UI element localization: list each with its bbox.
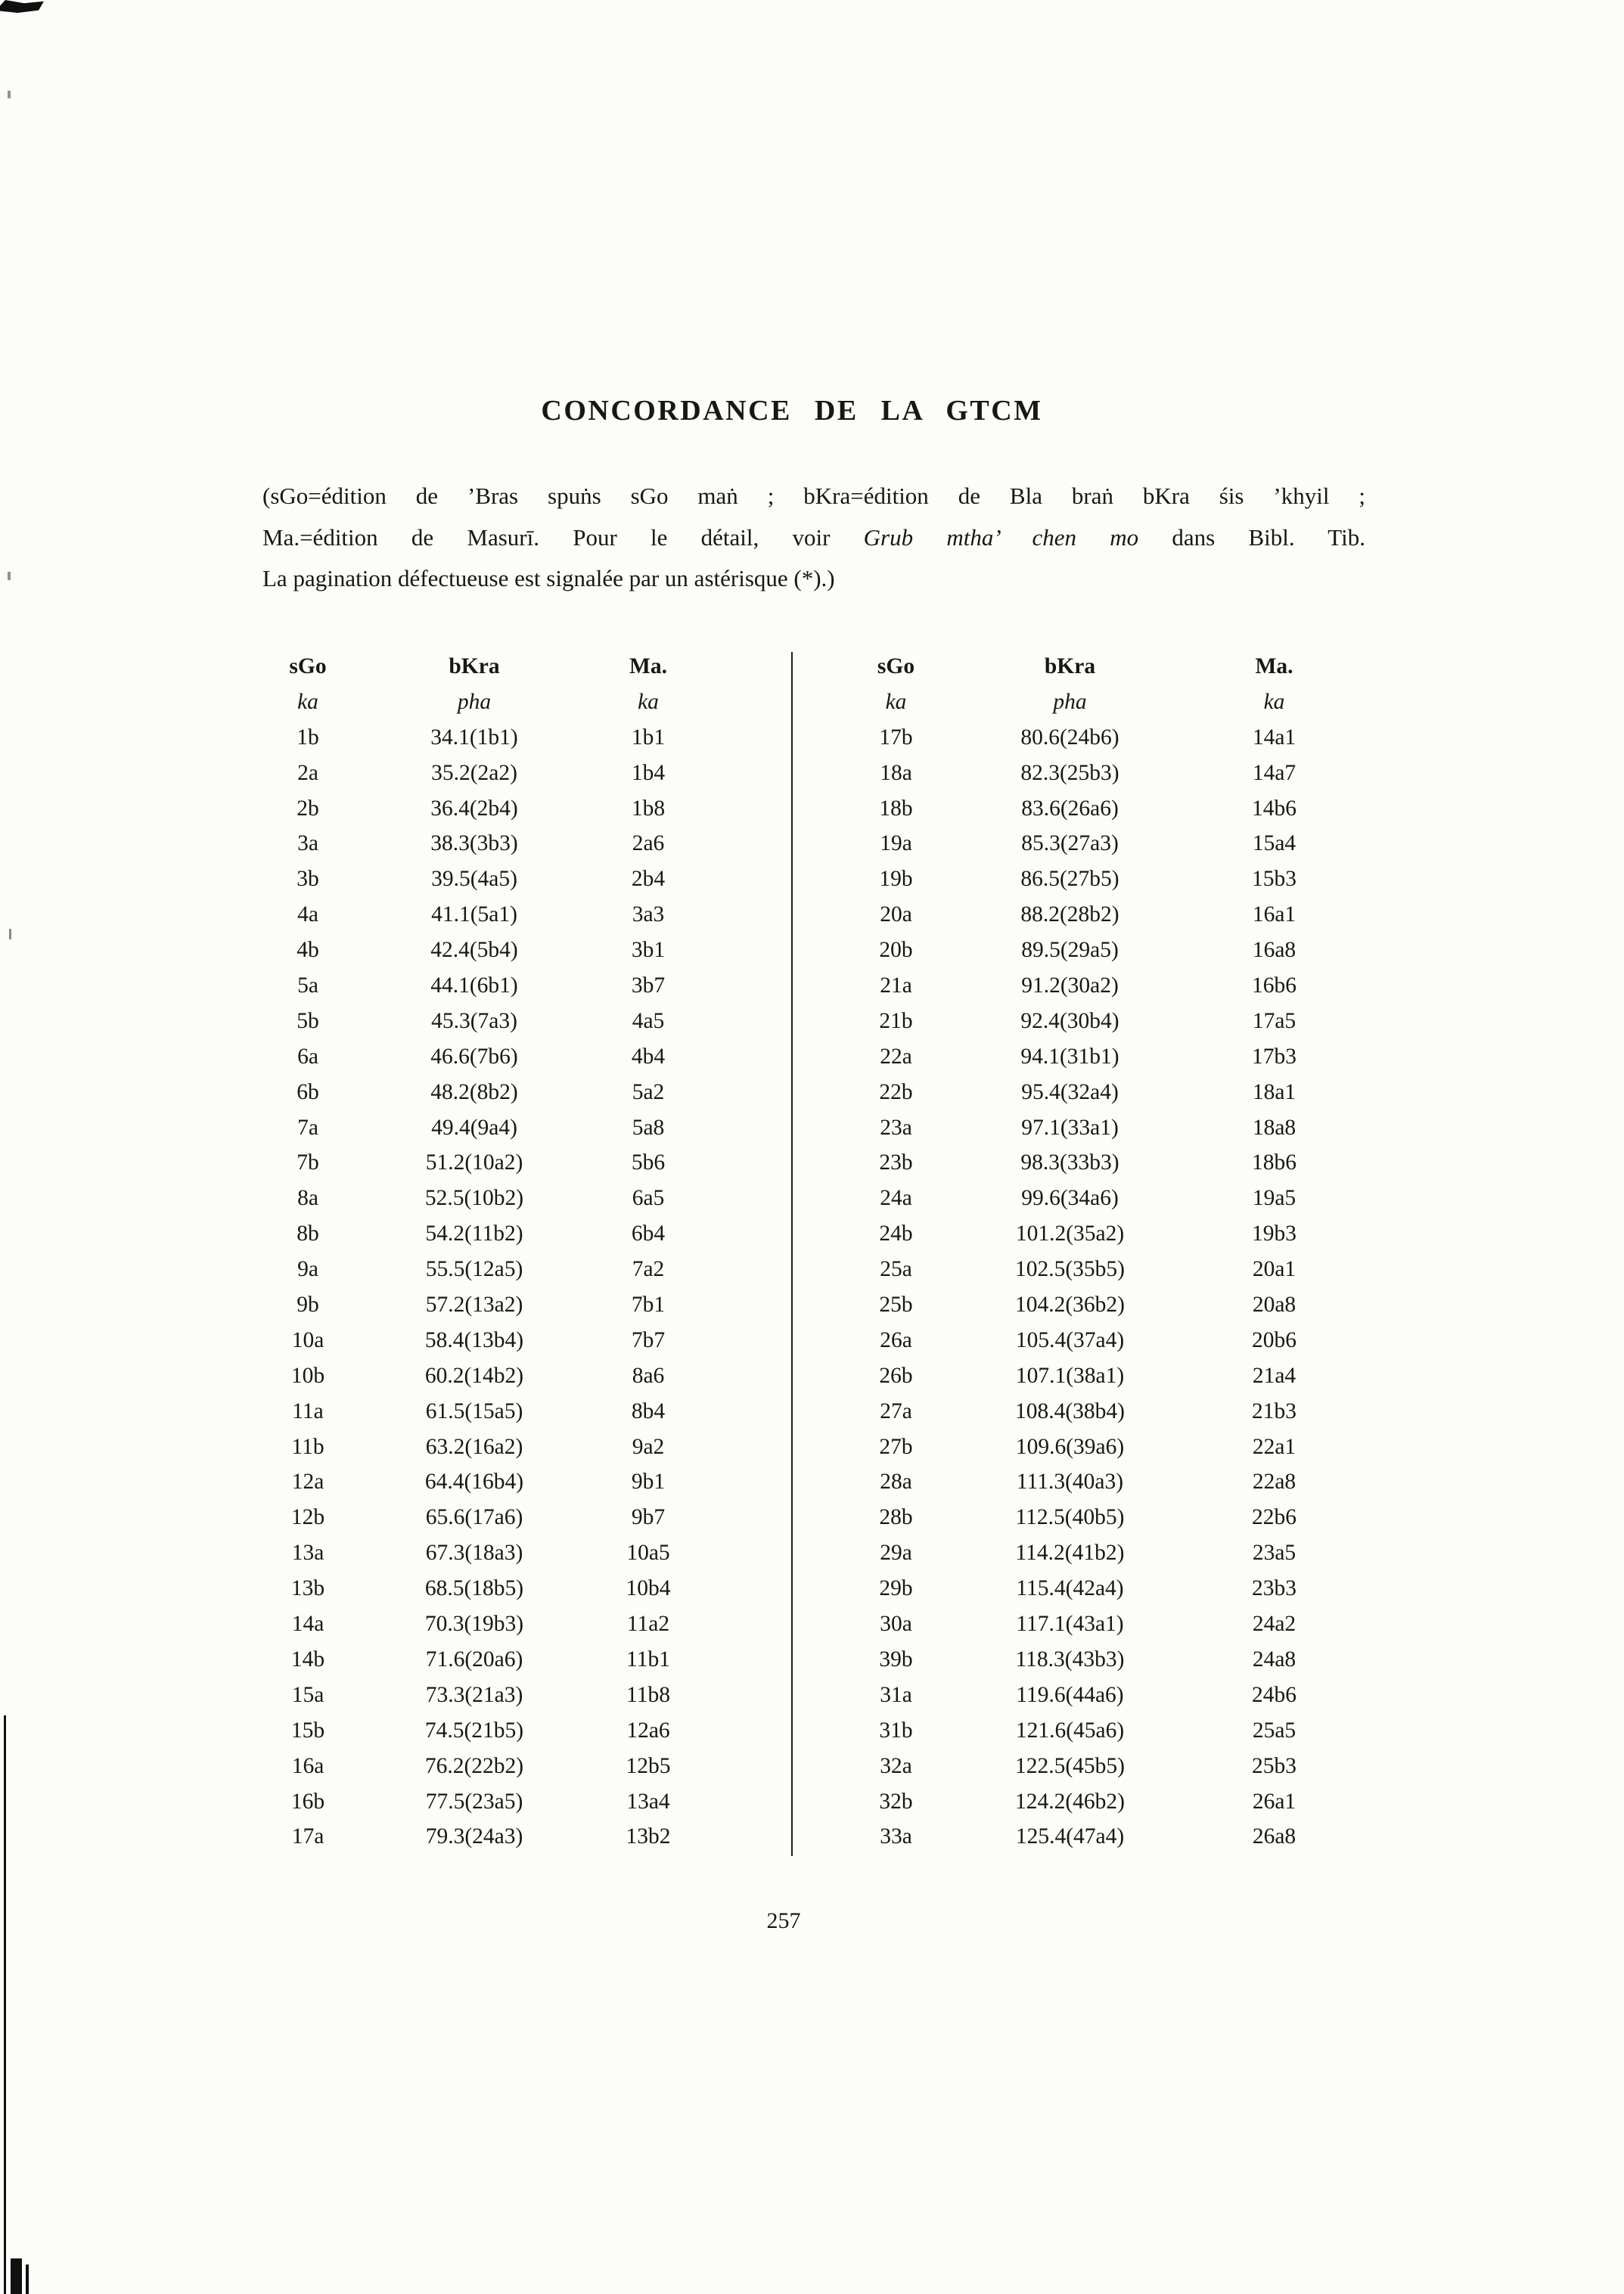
cell-sgo: 9a: [297, 1257, 318, 1282]
cell-sgo: 1b: [297, 725, 319, 750]
cell-sgo: 18a: [880, 760, 912, 785]
cell-sgo: 3b: [297, 867, 319, 892]
cell-ma: 4b4: [631, 1044, 666, 1069]
cell-sgo: 13b: [290, 1576, 325, 1601]
cell-bkra: 97.1(33a1): [1021, 1115, 1119, 1140]
cell-bkra: 107.1(38a1): [1015, 1363, 1125, 1388]
cell-sgo: 21a: [880, 973, 912, 998]
cell-sgo: 5b: [297, 1008, 319, 1033]
cell-sgo: 11a: [292, 1398, 324, 1423]
cell-bkra: 76.2(22b2): [424, 1753, 524, 1778]
cell-bkra: 122.5(45b5): [1014, 1753, 1126, 1778]
cell-ma: 3a3: [632, 902, 665, 927]
cell-bkra: 39.5(4a5): [431, 867, 517, 892]
cell-sgo: 22b: [879, 1079, 913, 1104]
cell-sgo: 11b: [291, 1434, 324, 1459]
cell-ma: 21b3: [1252, 1398, 1296, 1423]
cell-ma: 24b6: [1252, 1682, 1296, 1707]
cell-ma: 18b6: [1252, 1150, 1296, 1175]
cell-ma: 14a7: [1252, 760, 1296, 785]
cell-ma: 15b3: [1252, 867, 1296, 892]
cell-ma: 6a5: [632, 1186, 665, 1211]
cell-sgo: 39b: [879, 1647, 913, 1672]
cell-ma: 12a6: [626, 1718, 670, 1743]
cell-bkra: 121.6(45a6): [1015, 1718, 1125, 1743]
cell-bkra: 83.6(26a6): [1021, 796, 1119, 821]
cell-ma: 6b4: [631, 1222, 666, 1246]
page-number: 257: [766, 1908, 801, 1933]
cell-bkra: 105.4(37a4): [1015, 1327, 1125, 1352]
col-header-ma: Ma.: [629, 654, 667, 678]
cell-bkra: 58.4(13b4): [424, 1327, 524, 1352]
intro-line-2-post: dans Bibl. Tib.: [1138, 523, 1366, 551]
cell-bkra: 61.5(15a5): [425, 1398, 523, 1423]
cell-sgo: 6a: [297, 1044, 318, 1069]
cell-sgo: 5a: [297, 973, 318, 998]
cell-sgo: 7a: [297, 1115, 318, 1140]
cell-bkra: 73.3(21a3): [425, 1682, 523, 1707]
cell-ma: 20b6: [1252, 1327, 1296, 1352]
cell-ma: 16a8: [1252, 938, 1296, 963]
cell-sgo: 27b: [879, 1434, 913, 1459]
cell-sgo: 8a: [297, 1186, 318, 1211]
cell-ma: 16b6: [1252, 973, 1296, 998]
scan-artifact-speck: [9, 929, 11, 939]
cell-bkra: 65.6(17a6): [425, 1505, 523, 1530]
cell-sgo: 32b: [879, 1789, 913, 1814]
scan-artifact-left-line: [4, 1715, 6, 2294]
cell-bkra: 45.3(7a3): [431, 1008, 517, 1033]
cell-ma: 11b1: [626, 1647, 670, 1672]
cell-sgo: 7b: [297, 1150, 319, 1175]
cell-ma: 14a1: [1252, 725, 1296, 750]
cell-bkra: 114.2(41b2): [1015, 1541, 1125, 1566]
cell-ma: 5a8: [632, 1115, 665, 1140]
cell-sgo: 24a: [880, 1186, 912, 1211]
cell-bkra: 94.1(31b1): [1020, 1044, 1119, 1069]
cell-bkra: 38.3(3b3): [430, 831, 518, 856]
cell-ma: 12b5: [626, 1753, 671, 1778]
cell-ma: 8b4: [631, 1398, 666, 1423]
cell-bkra: 85.3(27a3): [1021, 831, 1119, 856]
cell-ma: 4a5: [632, 1008, 665, 1033]
cell-bkra: 55.5(12a5): [425, 1257, 523, 1282]
subheader-pha: pha: [1053, 689, 1087, 714]
cell-ma: 5a2: [632, 1079, 665, 1104]
cell-sgo: 19b: [879, 867, 913, 892]
cell-ma: 22a1: [1252, 1434, 1296, 1459]
cell-ma: 20a1: [1252, 1257, 1296, 1282]
cell-bkra: 99.6(34a6): [1021, 1186, 1119, 1211]
cell-ma: 7b1: [631, 1293, 666, 1318]
cell-bkra: 111.3(40a3): [1016, 1470, 1124, 1495]
cell-sgo: 29b: [879, 1576, 913, 1601]
cell-bkra: 108.4(38b4): [1014, 1398, 1126, 1423]
cell-bkra: 115.4(42a4): [1016, 1576, 1124, 1601]
table-divider: [791, 652, 793, 1856]
cell-sgo: 25a: [880, 1257, 912, 1282]
col-header-sgo: sGo: [877, 654, 915, 678]
cell-sgo: 9b: [297, 1293, 319, 1318]
cell-ma: 5b6: [631, 1150, 666, 1175]
cell-sgo: 28a: [880, 1470, 912, 1495]
cell-bkra: 86.5(27b5): [1020, 867, 1119, 892]
cell-ma: 21a4: [1252, 1363, 1296, 1388]
cell-sgo: 4a: [297, 902, 318, 927]
cell-bkra: 41.1(5a1): [431, 902, 517, 927]
cell-ma: 26a8: [1252, 1824, 1296, 1849]
cell-sgo: 14a: [291, 1612, 324, 1637]
cell-sgo: 31b: [879, 1718, 913, 1743]
cell-sgo: 15a: [291, 1682, 324, 1707]
cell-bkra: 46.6(7b6): [430, 1044, 518, 1069]
cell-ma: 1b1: [631, 725, 666, 750]
cell-bkra: 68.5(18b5): [424, 1576, 524, 1601]
cell-bkra: 35.2(2a2): [431, 760, 517, 785]
scan-artifact-bottom-left: [11, 2258, 22, 2294]
cell-ma: 16a1: [1252, 902, 1296, 927]
cell-bkra: 64.4(16b4): [424, 1470, 524, 1495]
cell-sgo: 21b: [879, 1008, 913, 1033]
cell-sgo: 15b: [290, 1718, 325, 1743]
intro-paragraph: [262, 476, 1365, 600]
col-header-bkra: bKra: [1044, 654, 1096, 678]
cell-bkra: 112.5(40b5): [1015, 1505, 1125, 1530]
scan-artifact-speck: [8, 91, 11, 98]
cell-ma: 26a1: [1252, 1789, 1296, 1814]
cell-ma: 13b2: [626, 1824, 671, 1849]
cell-ma: 11b8: [626, 1682, 670, 1707]
cell-bkra: 101.2(35a2): [1015, 1222, 1125, 1246]
cell-sgo: 24b: [879, 1222, 913, 1246]
cell-bkra: 48.2(8b2): [430, 1079, 518, 1104]
intro-line-3: La pagination défectueuse est signalée par un astérisque (*).): [262, 565, 835, 591]
cell-bkra: 60.2(14b2): [424, 1363, 524, 1388]
col-header-ma: Ma.: [1255, 654, 1293, 678]
cell-ma: 10a5: [626, 1541, 670, 1566]
cell-bkra: 117.1(43a1): [1016, 1612, 1124, 1637]
cell-bkra: 52.5(10b2): [424, 1186, 524, 1211]
cell-sgo: 16a: [291, 1753, 324, 1778]
cell-sgo: 8b: [297, 1222, 319, 1246]
cell-bkra: 44.1(6b1): [430, 973, 518, 998]
cell-ma: 15a4: [1252, 831, 1296, 856]
cell-sgo: 2a: [297, 760, 318, 785]
cell-sgo: 30a: [880, 1612, 912, 1637]
cell-sgo: 31a: [880, 1682, 912, 1707]
page-title: CONCORDANCE DE LA GTCM: [541, 395, 1043, 427]
cell-sgo: 25b: [879, 1293, 913, 1318]
cell-ma: 14b6: [1252, 796, 1296, 821]
cell-sgo: 17a: [291, 1824, 324, 1849]
subheader-ka: ka: [1263, 689, 1285, 714]
cell-bkra: 34.1(1b1): [430, 725, 518, 750]
cell-ma: 1b4: [631, 760, 666, 785]
cell-sgo: 33a: [880, 1824, 912, 1849]
cell-ma: 10b4: [626, 1576, 671, 1601]
cell-sgo: 19a: [880, 831, 912, 856]
cell-sgo: 20a: [880, 902, 912, 927]
cell-sgo: 3a: [297, 831, 318, 856]
cell-bkra: 119.6(44a6): [1016, 1682, 1124, 1707]
cell-sgo: 23b: [879, 1150, 913, 1175]
cell-sgo: 14b: [290, 1647, 325, 1672]
cell-ma: 20a8: [1252, 1293, 1296, 1318]
cell-sgo: 23a: [880, 1115, 912, 1140]
cell-bkra: 42.4(5b4): [430, 938, 518, 963]
cell-bkra: 51.2(10a2): [425, 1150, 523, 1175]
cell-bkra: 88.2(28b2): [1020, 902, 1119, 927]
intro-line-2: [262, 517, 1365, 559]
cell-ma: 19b3: [1252, 1222, 1296, 1246]
cell-bkra: 125.4(47a4): [1015, 1824, 1125, 1849]
cell-bkra: 36.4(2b4): [430, 796, 518, 821]
cell-ma: 18a8: [1252, 1115, 1296, 1140]
cell-ma: 3b1: [631, 938, 666, 963]
cell-sgo: 28b: [879, 1505, 913, 1530]
cell-bkra: 77.5(23a5): [425, 1789, 523, 1814]
concordance-table-left: [236, 649, 728, 1855]
cell-bkra: 104.2(36b2): [1014, 1293, 1126, 1318]
intro-line-2-italic-title: Grub mtha’ chen mo: [863, 523, 1139, 551]
cell-bkra: 63.2(16a2): [425, 1434, 523, 1459]
cell-bkra: 95.4(32a4): [1021, 1079, 1119, 1104]
col-header-sgo: sGo: [289, 654, 327, 678]
cell-bkra: 67.3(18a3): [425, 1541, 523, 1566]
cell-bkra: 70.3(19b3): [424, 1612, 524, 1637]
scan-artifact-top-left: [0, 0, 44, 13]
cell-ma: 7a2: [632, 1257, 665, 1282]
concordance-table-right: [818, 649, 1382, 1855]
cell-ma: 23b3: [1252, 1576, 1296, 1601]
cell-sgo: 26a: [880, 1327, 912, 1352]
cell-sgo: 4b: [297, 938, 319, 963]
cell-sgo: 27a: [880, 1398, 912, 1423]
cell-ma: 2a6: [632, 831, 665, 856]
cell-ma: 9b1: [631, 1470, 666, 1495]
cell-bkra: 74.5(21b5): [424, 1718, 524, 1743]
scan-artifact-bottom-left-tick: [26, 2265, 29, 2294]
cell-sgo: 12b: [290, 1505, 325, 1530]
cell-ma: 1b8: [631, 796, 666, 821]
subheader-ka: ka: [885, 689, 907, 714]
cell-sgo: 26b: [879, 1363, 913, 1388]
cell-bkra: 91.2(30a2): [1021, 973, 1119, 998]
cell-ma: 24a2: [1252, 1612, 1296, 1637]
cell-ma: 9a2: [632, 1434, 665, 1459]
cell-ma: 23a5: [1252, 1541, 1296, 1566]
subheader-ka: ka: [297, 689, 318, 714]
scan-artifact-speck: [8, 572, 11, 580]
cell-sgo: 13a: [291, 1541, 324, 1566]
subheader-pha: pha: [457, 689, 492, 714]
cell-ma: 11a2: [626, 1612, 670, 1637]
cell-bkra: 57.2(13a2): [425, 1293, 523, 1318]
cell-sgo: 12a: [291, 1470, 324, 1495]
cell-ma: 19a5: [1252, 1186, 1296, 1211]
cell-ma: 8a6: [632, 1363, 665, 1388]
cell-sgo: 20b: [879, 938, 913, 963]
col-header-bkra: bKra: [449, 654, 500, 678]
cell-bkra: 49.4(9a4): [431, 1115, 517, 1140]
cell-bkra: 80.6(24b6): [1020, 725, 1119, 750]
cell-ma: 2b4: [631, 867, 666, 892]
cell-ma: 9b7: [631, 1505, 666, 1530]
cell-bkra: 71.6(20a6): [425, 1647, 523, 1672]
intro-line-1: (sGo=édition de ’Bras spuṅs sGo maṅ ; bKra=édition de Bla braṅ bKra śis ’khyil ;: [262, 483, 1365, 509]
cell-ma: 22b6: [1252, 1505, 1296, 1530]
cell-bkra: 92.4(30b4): [1020, 1008, 1119, 1033]
cell-ma: 18a1: [1252, 1079, 1296, 1104]
cell-sgo: 2b: [297, 796, 319, 821]
cell-bkra: 118.3(43b3): [1015, 1647, 1125, 1672]
cell-sgo: 17b: [879, 725, 913, 750]
cell-ma: 7b7: [631, 1327, 666, 1352]
cell-sgo: 10b: [290, 1363, 325, 1388]
cell-bkra: 109.6(39a6): [1015, 1434, 1125, 1459]
cell-ma: 3b7: [631, 973, 666, 998]
subheader-ka: ka: [638, 689, 659, 714]
cell-bkra: 124.2(46b2): [1014, 1789, 1126, 1814]
cell-ma: 22a8: [1252, 1470, 1296, 1495]
cell-sgo: 22a: [880, 1044, 912, 1069]
cell-sgo: 10a: [291, 1327, 324, 1352]
cell-sgo: 16b: [290, 1789, 325, 1814]
cell-sgo: 29a: [880, 1541, 912, 1566]
intro-line-2-pre: Ma.=édition de Masurī. Pour le détail, voir: [262, 523, 864, 551]
cell-bkra: 79.3(24a3): [425, 1824, 523, 1849]
cell-ma: 13a4: [626, 1789, 670, 1814]
cell-bkra: 102.5(35b5): [1014, 1257, 1126, 1282]
cell-ma: 25a5: [1252, 1718, 1296, 1743]
cell-bkra: 82.3(25b3): [1020, 760, 1119, 785]
cell-bkra: 98.3(33b3): [1020, 1150, 1119, 1175]
cell-sgo: 32a: [880, 1753, 912, 1778]
cell-sgo: 6b: [297, 1079, 319, 1104]
cell-ma: 24a8: [1252, 1647, 1296, 1672]
cell-bkra: 54.2(11b2): [425, 1222, 523, 1246]
cell-ma: 17b3: [1252, 1044, 1296, 1069]
cell-bkra: 89.5(29a5): [1021, 938, 1119, 963]
cell-ma: 25b3: [1252, 1753, 1296, 1778]
cell-sgo: 18b: [879, 796, 913, 821]
cell-ma: 17a5: [1252, 1008, 1296, 1033]
